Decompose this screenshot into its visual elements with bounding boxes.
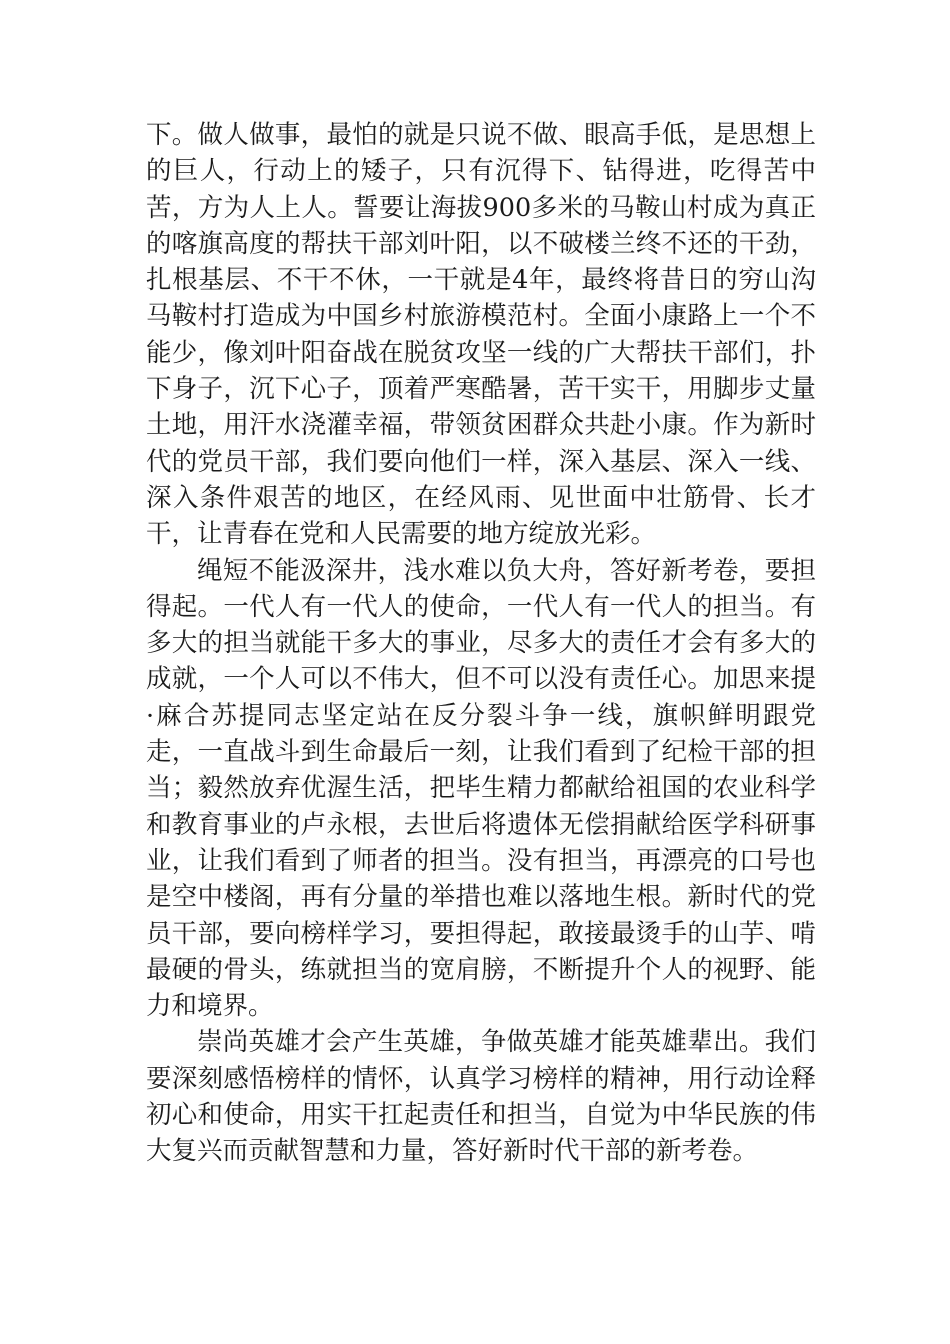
- paragraph-continued: 下。做人做事，最怕的就是只说不做、眼高手低，是思想上的巨人，行动上的矮子，只有沉得下、钻得进，吃得苦中苦，方为人上人。誓要让海拔900多米的马鞍山村成为真正的喀旗高度的帮扶干部刘叶阳，以不破楼兰终不还的干劲，扎根基层、不干不休，一干就是4年，最终将昔日的穷山沟马鞍村打造成为中国乡村旅游模范村。全面小康路上一个不能少，像刘叶阳奋战在脱贫攻坚一线的广大帮扶干部们，扑下身子，沉下心子，顶着严寒酷暑，苦干实干，用脚步丈量土地，用汗水浇灌幸福，带领贫困群众共赴小康。作为新时代的党员干部，我们要向他们一样，深入基层、深入一线、深入条件艰苦的地区，在经风雨、见世面中壮筋骨、长才干，让青春在党和人民需要的地方绽放光彩。: [146, 120, 816, 550]
- paragraph-conclusion: 崇尚英雄才会产生英雄，争做英雄才能英雄辈出。我们要深刻感悟榜样的情怀，认真学习榜样的精神，用行动诠释初心和使命，用实干扛起责任和担当，自觉为中华民族的伟大复兴而贡献智慧和力量，答好新时代干部的新考卷。: [146, 1027, 816, 1167]
- paragraph-responsibility: 绳短不能汲深井，浅水难以负大舟，答好新考卷，要担得起。一代人有一代人的使命，一代人有一代人的担当。有多大的担当就能干多大的事业，尽多大的责任才会有多大的成就，一个人可以不伟大，但不可以没有责任心。加思来提·麻合苏提同志坚定站在反分裂斗争一线，旗帜鲜明跟党走，一直战斗到生命最后一刻，让我们看到了纪检干部的担当；毅然放弃优渥生活，把毕生精力都献给祖国的农业科学和教育事业的卢永根，去世后将遗体无偿捐献给医学科研事业，让我们看到了师者的担当。没有担当，再漂亮的口号也是空中楼阁，再有分量的举措也难以落地生根。新时代的党员干部，要向榜样学习，要担得起，敢接最烫手的山芋、啃最硬的骨头，练就担当的宽肩膀，不断提升个人的视野、能力和境界。: [146, 555, 816, 1022]
- document-body: [146, 117, 816, 1170]
